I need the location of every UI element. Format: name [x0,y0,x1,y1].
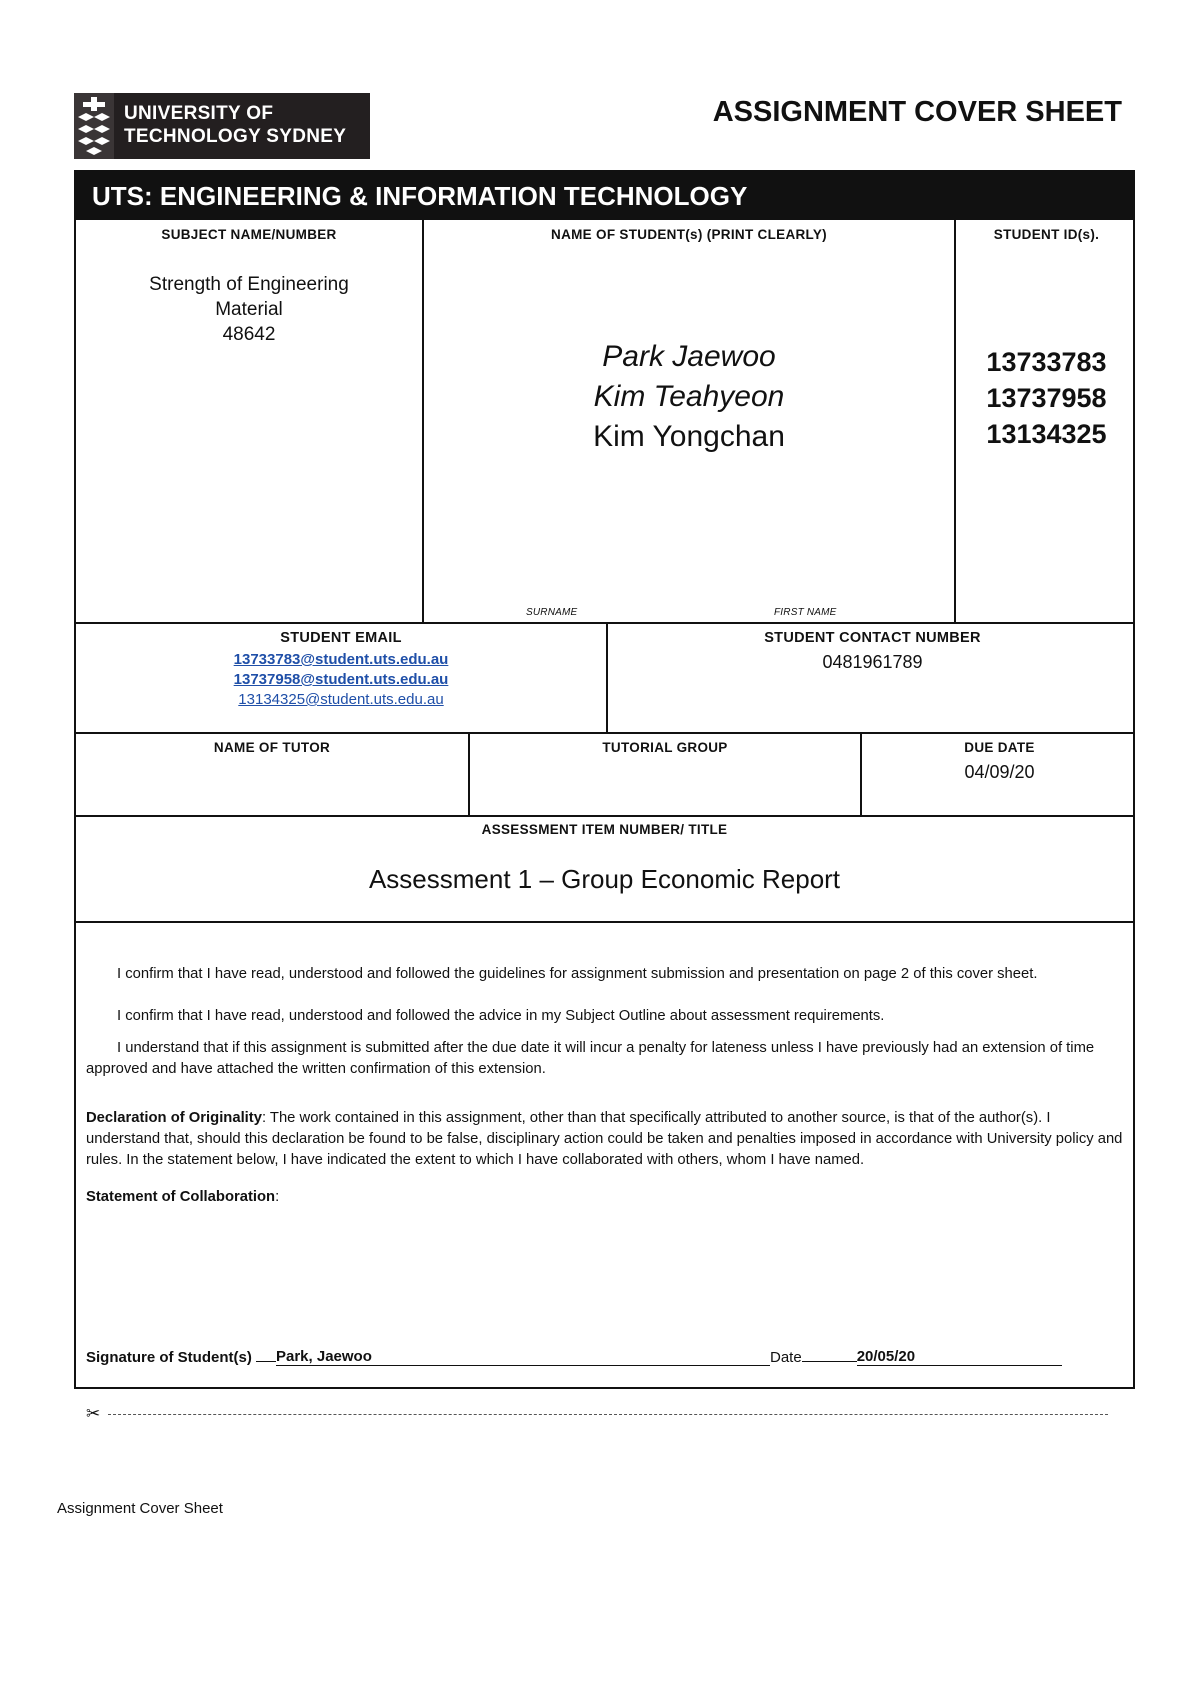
divider [76,622,1133,624]
statement-of-collaboration [86,1187,1125,1208]
tutorial-group-label: TUTORIAL GROUP [602,740,728,755]
signature-row [86,1348,1125,1366]
logo-line-1: UNIVERSITY OF [124,103,274,124]
declaration-subject-outline: I confirm that I have read, understood and followed the advice in my Subject Outline about assessment requirements. [117,1008,885,1024]
subject-name-line-1: Strength of Engineering [149,274,349,295]
faculty-header: UTS: ENGINEERING & INFORMATION TECHNOLOGY [76,172,1133,220]
contact-label: STUDENT CONTACT NUMBER [764,630,981,646]
divider [76,732,1133,734]
assessment-title: Assessment 1 – Group Economic Report [368,864,841,894]
uts-crest-icon [74,93,114,159]
cover-sheet-form [74,170,1135,1389]
collaboration-suffix: : [275,1189,280,1205]
uts-logo [74,93,370,159]
cut-line [86,1404,1116,1424]
declaration-guidelines: I confirm that I have read, understood and followed the guidelines for assignment submission and presentation on page 2 of this cover sheet. [117,966,1038,982]
contact-number: 0481961789 [822,652,923,672]
declaration-originality [86,1108,1125,1171]
student-ids [956,344,1137,452]
student-id: 13737958 [986,383,1107,413]
assessment-label: ASSESSMENT ITEM NUMBER/ TITLE [481,822,728,837]
email-link[interactable]: 13733783@student.uts.edu.au [233,651,449,668]
student-name: Park Jaewoo [602,340,776,373]
dashed-line [108,1414,1108,1415]
originality-heading: Declaration of Originality [86,1110,262,1126]
scissors-icon: ✂ [86,1404,101,1423]
tutor-label: NAME OF TUTOR [213,740,331,755]
due-date-label: DUE DATE [964,740,1035,755]
email-list [76,650,606,710]
email-label: STUDENT EMAIL [280,630,402,646]
subject-label: SUBJECT NAME/NUMBER [161,227,337,242]
email-link[interactable]: 13737958@student.uts.edu.au [233,671,449,688]
declaration-late-penalty: I understand that if this assignment is submitted after the due date it will incur a penalty for lateness unless I have previously had an extension of time approved and have attached the written confirmation of this extension. [86,1040,1095,1077]
collaboration-heading: Statement of Collaboration [86,1189,276,1205]
signature-date[interactable]: 20/05/20 [857,1348,1062,1366]
student-id: 13134325 [986,419,1107,449]
due-date-value: 04/09/20 [964,762,1035,782]
student-id: 13733783 [986,347,1107,377]
student-name: Kim Yongchan [593,420,785,453]
divider [76,921,1133,923]
divider [76,815,1133,817]
signature-value[interactable]: Park, Jaewoo [276,1348,770,1366]
document-title: ASSIGNMENT COVER SHEET [712,96,1122,128]
subject-number: 48642 [222,324,276,345]
student-ids-label: STUDENT ID(s). [993,227,1100,242]
first-name-label: FIRST NAME [774,607,837,618]
student-names [424,337,954,457]
date-label: Date [770,1349,802,1366]
originality-text: : The work contained in this assignment, other than that specifically attributed to another source, is that of the author(s). I understand that, should this declaration be found to be false, disciplinary action could be taken and penalties imposed in accordance with University policy and rules. In the statement below, I have indicated the extent to which I have collaborated with others, whom I have named. [86,1110,1123,1168]
page-footer: Assignment Cover Sheet [57,1500,223,1517]
logo-line-2: TECHNOLOGY SYDNEY [124,126,347,147]
subject-value [76,272,422,347]
subject-name-line-2: Material [215,299,283,320]
email-link[interactable]: 13134325@student.uts.edu.au [238,691,444,708]
student-name: Kim Teahyeon [593,380,785,413]
signature-label: Signature of Student(s) [86,1349,252,1366]
surname-label: SURNAME [526,607,578,618]
student-names-label: NAME OF STUDENT(s) (PRINT CLEARLY) [551,227,827,242]
